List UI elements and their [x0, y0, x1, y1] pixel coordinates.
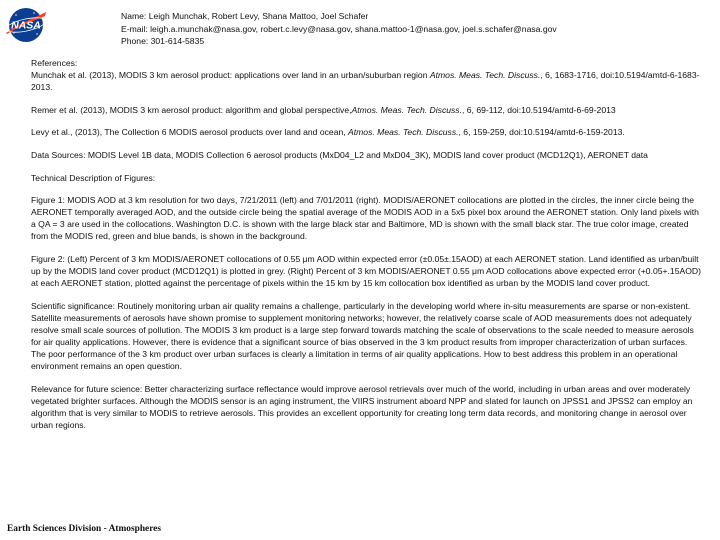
reference-levy: Levy et al., (2013), The Collection 6 MODIS aerosol products over land and ocean, Atmos. Meas. Tech. Discuss., 6, 159-259, doi:10.5194/amtd-6-159-2013.	[31, 127, 625, 138]
scientific-significance: Scientific significance: Routinely monitoring urban air quality remains a challenge, particularly in the developing world where in-situ measurements are sparse or non-existent. Satellite measurements of aerosols have shown promise to supplement monitoring networks; however, the relatively coarse scale of AOD measurements does not adequately resolve small scale sources of pollution. The MODIS 3 km product is a large step forward towards matching the scale of observations to the scale needed to measure aerosols for air quality applications. However, there is evidence that a significant source of bias observed in the 3 km product results from improper characterization of urban surfaces. The poor performance of the 3 km product over urban surfaces is clearly a limitation in terms of air quality applications. How to best address this problem in an operational environment remains an open question.	[31, 300, 694, 372]
data-sources: Data Sources: MODIS Level 1B data, MODIS Collection 6 aerosol products (MxD04_L2 and MxD04_3K), MODIS land cover product (MCD12Q1), AERONET data	[31, 149, 648, 160]
document-body	[31, 57, 703, 442]
author-emails: E-mail: leigh.a.munchak@nasa.gov, robert.c.levy@nasa.gov, shana.mattoo-1@nasa.gov, joel.s.schafer@nasa.gov	[121, 23, 557, 34]
reference-munchak: Munchak et al. (2013), MODIS 3 km aerosol product: applications over land in an urban/suburban region Atmos. Meas. Tech. Discuss., 6, 1683-1716, doi:10.5194/amtd-6-1683-2013.	[31, 70, 700, 93]
nasa-logo	[4, 6, 48, 44]
contact-header	[121, 10, 711, 48]
technical-heading: Technical Description of Figures:	[31, 172, 156, 183]
journal-name: Atmos. Meas. Tech. Discuss.	[348, 127, 459, 138]
future-relevance: Relevance for future science: Better characterizing surface reflectance would improve aerosol retrievals over much of the world, including in urban areas and over moderately vegetated brighter surfaces. Although the MODIS sensor is an aging instrument, the VIIRS instrument aboard NPP and slated for launch on JPSS1 and JPSS2 can employ an algorithm that is very similar to MODIS to retrieve aerosols. This provides an excellent opportunity for creating long term data records, and monitoring change in aerosol over urban regions.	[31, 383, 693, 431]
journal-name: Atmos. Meas. Tech. Discuss.	[351, 104, 462, 115]
figure-1-description: Figure 1: MODIS AOD at 3 km resolution for two days, 7/21/2011 (left) and 7/01/2011 (right). MODIS/AERONET collocations are plotted in the circles, the inner circle being the AERONET temporally averaged AOD, and the outside circle being the spatial average of the MODIS AOD in a 5x5 pixel box around the AERONET station. Only land pixels with a QA = 3 are used in the collocations. Washington D.C. is shown with the large black star and Baltimore, MD is shown with the small black star. The true color image, created from the MODIS red, green and blue bands, is shown in the background.	[31, 195, 699, 242]
author-phone: Phone: 301-614-5835	[121, 36, 205, 47]
author-names: Name: Leigh Munchak, Robert Levy, Shana Mattoo, Joel Schafer	[121, 11, 369, 21]
reference-remer: Remer et al. (2013), MODIS 3 km aerosol product: algorithm and global perspective,Atmos. Meas. Tech. Discuss., 6, 69-112, doi:10.5194/amtd-6-69-2013	[31, 104, 616, 115]
journal-name: Atmos. Meas. Tech. Discuss.	[429, 70, 541, 81]
nasa-logo-wordmark: NASA	[11, 19, 41, 32]
references-heading: References:	[31, 58, 78, 68]
division-footer: Earth Sciences Division - Atmospheres	[7, 524, 161, 534]
figure-2-description: Figure 2: (Left) Percent of 3 km MODIS/AERONET collocations of 0.55 μm AOD within expected error (±0.05±.15AOD) at each AERONET station. Land identified as urban/built up by the MODIS land cover product (MCD12Q1) is plotted in grey. (Right) Percent of 3 km MODIS/AERONET 0.55 μm AOD collocations above expected error (+0.05+.15AOD) at each AERONET station, plotted against the percentage of pixels within the 15 km by 15 km collocation box identified as urban by the MODIS land cover product.	[31, 254, 701, 289]
